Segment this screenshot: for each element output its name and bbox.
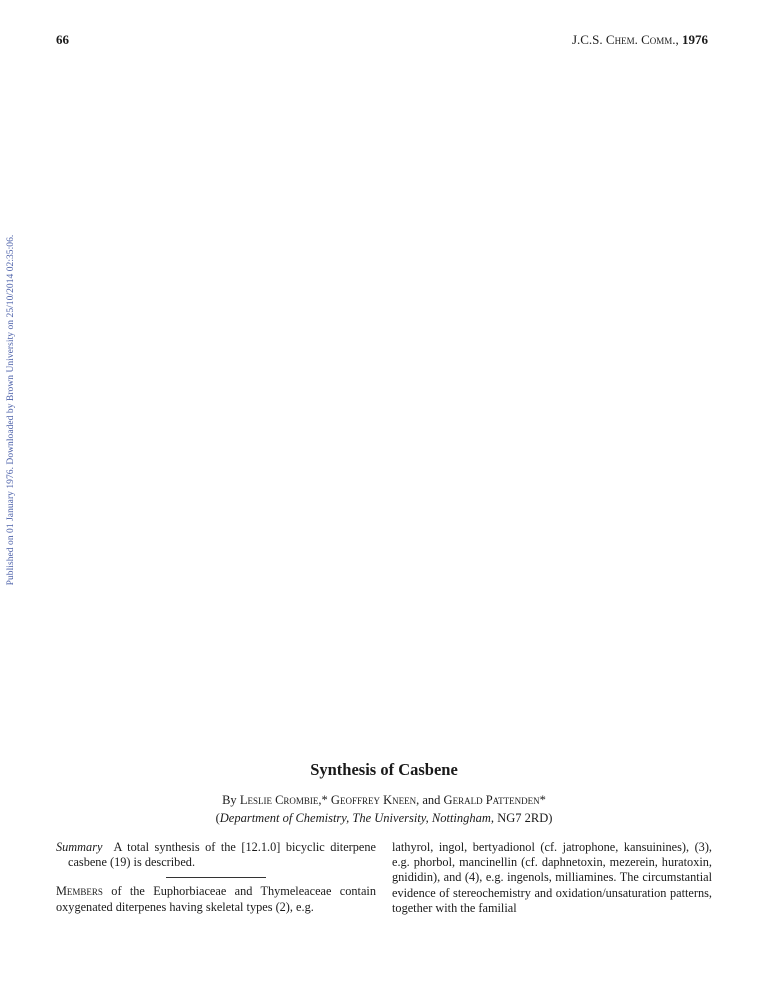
affiliation-department: Department of Chemistry, The University, Nottingham, — [219, 811, 495, 825]
journal-header — [572, 32, 708, 48]
affiliation — [0, 811, 768, 826]
author-pattenden: Gerald Pattenden* — [443, 793, 546, 807]
summary-text: A total synthesis of the [12.1.0] bicyclic diterpene casbene (19) is described. — [68, 840, 376, 870]
author-line — [0, 793, 768, 808]
summary — [56, 840, 376, 870]
byline-and: and — [422, 793, 441, 807]
intro-paragraph — [56, 884, 376, 914]
journal-year: 1976 — [682, 32, 708, 47]
download-notice[interactable]: Published on 01 January 1976. Downloaded by Brown University on 25/10/2014 02:35:06. — [6, 234, 16, 586]
affiliation-open: ( — [215, 811, 220, 825]
summary-label: Summary — [56, 840, 103, 854]
byline-prefix: By — [222, 793, 237, 807]
intro-text: of the Euphorbiaceae and Thymeleaceae contain oxygenated diterpenes having skeletal types (2), e.g. — [56, 884, 377, 914]
journal-name: J.C.S. Chem. Comm., — [571, 32, 679, 47]
intro-lead: Members — [56, 884, 103, 899]
download-notice-sidebar[interactable] — [4, 210, 18, 610]
author-crombie: Leslie Crombie,* — [239, 793, 328, 807]
continued-paragraph: lathyrol, ingol, bertyadionol (cf. jatrophone, kansuinines), (3), e.g. phorbol, mancinellin (cf. daphnetoxin, mezerein, huratoxin, gnididin), and (4), e.g. ingenols, milliamines. The circumstantial evidence of stereochemistry and oxidation/unsaturation patterns, together with the familial — [392, 840, 712, 915]
page-number: 66 — [56, 32, 69, 47]
affiliation-postcode: NG7 2RD) — [497, 811, 553, 825]
section-divider — [166, 877, 266, 878]
left-column — [56, 840, 376, 915]
author-kneen: Geoffrey Kneen, — [330, 793, 420, 807]
right-column — [392, 840, 712, 916]
article-title: Synthesis of Casbene — [310, 760, 458, 779]
